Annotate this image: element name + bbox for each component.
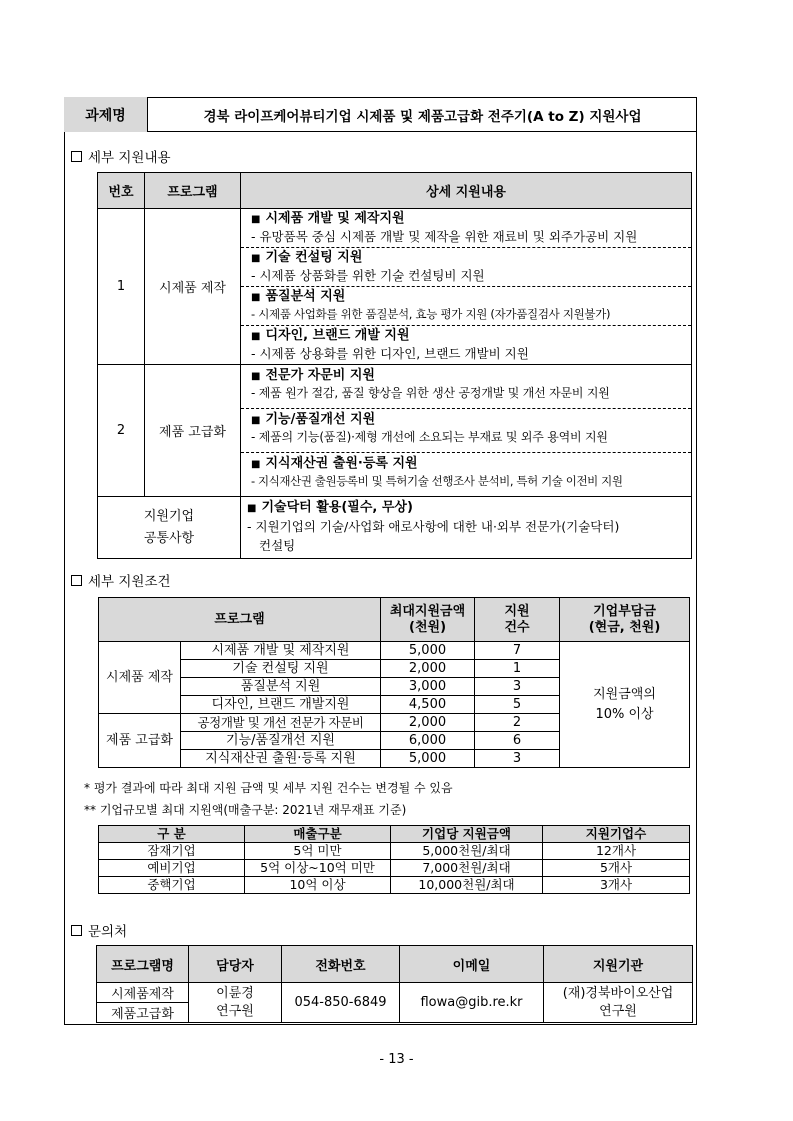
category-cell: 중핵기업 bbox=[99, 877, 245, 894]
item-desc: - 시제품 사업화를 위한 품질분석, 효능 평가 지원 (자가품질검사 지원불가) bbox=[251, 307, 611, 321]
item-name: 품질분석 지원 bbox=[181, 678, 381, 696]
header-line: (현금, 천원) bbox=[588, 619, 661, 635]
group-items-cell bbox=[241, 209, 692, 365]
phone-cell: 054-850-6849 bbox=[282, 983, 400, 1023]
col-header-detail: 상세 지원내용 bbox=[241, 173, 692, 209]
square-bullet-icon: ■ bbox=[251, 253, 261, 264]
manager-cell bbox=[189, 983, 282, 1023]
item-title: 기술 컨설팅 지원 bbox=[265, 250, 363, 265]
col-header-category: 구 분 bbox=[99, 826, 245, 843]
agency-line2: 연구원 bbox=[599, 1003, 637, 1019]
item-amount: 5,000 bbox=[381, 750, 475, 768]
item-amount: 2,000 bbox=[381, 714, 475, 732]
col-header-max-amount bbox=[381, 598, 475, 642]
col-header-companies: 지원기업수 bbox=[543, 826, 690, 843]
agency-cell bbox=[544, 983, 693, 1023]
revenue-cell: 5억 미만 bbox=[245, 843, 391, 860]
support-conditions-table bbox=[98, 597, 690, 768]
item-name: 기술 컨설팅 지원 bbox=[181, 660, 381, 678]
amount-cell: 7,000천원/최대 bbox=[391, 860, 543, 877]
item-desc: - 시제품 상품화를 위한 기술 컨설팅비 지원 bbox=[251, 268, 485, 283]
detail-item bbox=[241, 287, 691, 326]
project-label: 과제명 bbox=[64, 97, 148, 132]
detail-item bbox=[241, 453, 691, 496]
item-desc: - 유망품목 중심 시제품 개발 및 제작을 위한 재료비 및 외주가공비 지원 bbox=[251, 229, 638, 244]
group-program: 제품 고급화 bbox=[145, 365, 241, 497]
common-desc-line1: - 지원기업의 기술/사업화 애로사항에 대한 내·외부 전문가(기술닥터) bbox=[247, 519, 620, 534]
item-desc: - 시제품 상용화를 위한 디자인, 브랜드 개발비 지원 bbox=[251, 346, 529, 361]
table-row bbox=[99, 877, 690, 894]
contact-table bbox=[96, 945, 693, 1023]
checkbox-square-icon bbox=[71, 151, 82, 162]
category-cell: 잠재기업 bbox=[99, 843, 245, 860]
revenue-cell: 10억 이상 bbox=[245, 877, 391, 894]
item-count: 1 bbox=[475, 660, 560, 678]
header-line: 건수 bbox=[504, 619, 530, 635]
square-bullet-icon: ■ bbox=[251, 331, 261, 342]
item-amount: 2,000 bbox=[381, 660, 475, 678]
col-header-burden bbox=[560, 598, 690, 642]
support-content-table bbox=[97, 172, 692, 559]
col-header-program: 프로그램 bbox=[145, 173, 241, 209]
group-no: 2 bbox=[98, 365, 145, 497]
item-name: 시제품 개발 및 제작지원 bbox=[181, 642, 381, 660]
section-heading-contact bbox=[71, 920, 127, 940]
col-header-program: 프로그램 bbox=[99, 598, 381, 642]
header-line: (천원) bbox=[409, 619, 447, 635]
square-bullet-icon: ■ bbox=[251, 371, 261, 382]
item-amount: 5,000 bbox=[381, 642, 475, 660]
item-title: 품질분석 지원 bbox=[265, 289, 346, 304]
item-name: 지식재산권 출원·등록 지원 bbox=[181, 750, 381, 768]
burden-cell bbox=[560, 642, 690, 768]
item-title: 디자인, 브랜드 개발 지원 bbox=[265, 328, 410, 343]
item-count: 7 bbox=[475, 642, 560, 660]
square-bullet-icon: ■ bbox=[251, 292, 261, 303]
square-bullet-icon: ■ bbox=[251, 459, 261, 470]
project-title: 경북 라이프케어뷰티기업 시제품 및 제품고급화 전주기(A to Z) 지원사업 bbox=[203, 108, 642, 125]
col-header-phone: 전화번호 bbox=[282, 946, 400, 983]
col-header-amount: 기업당 지원금액 bbox=[391, 826, 543, 843]
email-cell: flowa@gib.re.kr bbox=[400, 983, 544, 1023]
detail-item bbox=[241, 248, 691, 287]
amount-cell: 5,000천원/최대 bbox=[391, 843, 543, 860]
common-program-cell bbox=[98, 497, 241, 559]
header-line: 최대지원금액 bbox=[389, 603, 466, 619]
item-name: 디자인, 브랜드 개발지원 bbox=[181, 696, 381, 714]
item-desc: - 제품 원가 절감, 품질 향상을 위한 생산 공정개발 및 개선 자문비 지원 bbox=[251, 386, 610, 400]
company-size-table bbox=[98, 825, 690, 894]
page-number: - 13 - bbox=[379, 1052, 414, 1067]
note-evaluation: * 평가 결과에 따라 최대 지원 금액 및 세부 지원 건수는 변경될 수 있음 bbox=[84, 781, 453, 795]
manager-line2: 연구원 bbox=[216, 1003, 254, 1019]
item-name: 공정개발 및 개선 전문가 자문비 bbox=[181, 714, 381, 732]
item-name: 기능/품질개선 지원 bbox=[181, 732, 381, 750]
item-count: 6 bbox=[475, 732, 560, 750]
item-title: 전문가 자문비 지원 bbox=[265, 368, 375, 383]
col-header-revenue: 매출구분 bbox=[245, 826, 391, 843]
companies-cell: 12개사 bbox=[543, 843, 690, 860]
col-header-email: 이메일 bbox=[400, 946, 544, 983]
burden-line1: 지원금액의 bbox=[593, 686, 656, 702]
item-amount: 3,000 bbox=[381, 678, 475, 696]
group-program: 시제품 제작 bbox=[145, 209, 241, 365]
section-heading-conditions bbox=[71, 570, 171, 590]
companies-cell: 3개사 bbox=[543, 877, 690, 894]
common-program-line2: 공통사항 bbox=[143, 530, 195, 546]
item-title: 기능/품질개선 지원 bbox=[265, 412, 376, 427]
group-program: 제품 고급화 bbox=[99, 714, 181, 768]
group-program: 시제품 제작 bbox=[99, 642, 181, 714]
header-line: 지원 bbox=[504, 603, 530, 619]
item-count: 3 bbox=[475, 678, 560, 696]
detail-item bbox=[241, 365, 691, 409]
col-header-agency: 지원기관 bbox=[544, 946, 693, 983]
common-program-line1: 지원기업 bbox=[143, 508, 195, 524]
revenue-cell: 5억 이상~10억 미만 bbox=[245, 860, 391, 877]
section-heading-text: 세부 지원조건 bbox=[88, 574, 171, 590]
common-desc-line2: 컨설팅 bbox=[259, 538, 296, 553]
note-company-size: ** 기업규모별 최대 지원액(매출구분: 2021년 재무재표 기준) bbox=[84, 803, 407, 817]
burden-line2: 10% 이상 bbox=[595, 706, 654, 722]
agency-line1: (재)경북바이오산업 bbox=[562, 985, 674, 1001]
col-header-program-name: 프로그램명 bbox=[97, 946, 189, 983]
checkbox-square-icon bbox=[71, 575, 82, 586]
amount-cell: 10,000천원/최대 bbox=[391, 877, 543, 894]
group-no: 1 bbox=[98, 209, 145, 365]
program-name-cell: 제품고급화 bbox=[97, 1003, 189, 1023]
section-heading-details bbox=[71, 146, 171, 166]
detail-item bbox=[241, 209, 691, 248]
category-cell: 예비기업 bbox=[99, 860, 245, 877]
square-bullet-icon: ■ bbox=[247, 503, 257, 514]
square-bullet-icon: ■ bbox=[251, 214, 261, 225]
group-items-cell bbox=[241, 365, 692, 497]
header-line: 기업부담금 bbox=[593, 603, 656, 619]
item-title: 지식재산권 출원·등록 지원 bbox=[265, 456, 418, 471]
col-header-manager: 담당자 bbox=[189, 946, 282, 983]
item-desc: - 지식재산권 출원등록비 및 특허기술 선행조사 분석비, 특허 기술 이전비 지원 bbox=[251, 474, 623, 488]
item-amount: 4,500 bbox=[381, 696, 475, 714]
detail-item bbox=[241, 409, 691, 453]
section-heading-text: 세부 지원내용 bbox=[88, 150, 171, 166]
common-detail-cell bbox=[241, 497, 692, 559]
detail-item bbox=[241, 326, 691, 364]
square-bullet-icon: ■ bbox=[251, 415, 261, 426]
common-title: 기술닥터 활용(필수, 무상) bbox=[261, 500, 413, 515]
col-header-count bbox=[475, 598, 560, 642]
checkbox-square-icon bbox=[71, 925, 82, 936]
table-row bbox=[99, 843, 690, 860]
item-count: 2 bbox=[475, 714, 560, 732]
program-name-cell: 시제품제작 bbox=[97, 983, 189, 1003]
item-title: 시제품 개발 및 제작지원 bbox=[265, 211, 405, 226]
item-desc: - 제품의 기능(품질)·제형 개선에 소요되는 부재료 및 외주 용역비 지원 bbox=[251, 430, 608, 444]
item-count: 3 bbox=[475, 750, 560, 768]
item-count: 5 bbox=[475, 696, 560, 714]
companies-cell: 5개사 bbox=[543, 860, 690, 877]
manager-line1: 이륜경 bbox=[216, 985, 254, 1001]
col-header-no: 번호 bbox=[98, 173, 145, 209]
section-heading-text: 문의처 bbox=[88, 924, 128, 940]
table-row bbox=[99, 860, 690, 877]
item-amount: 6,000 bbox=[381, 732, 475, 750]
